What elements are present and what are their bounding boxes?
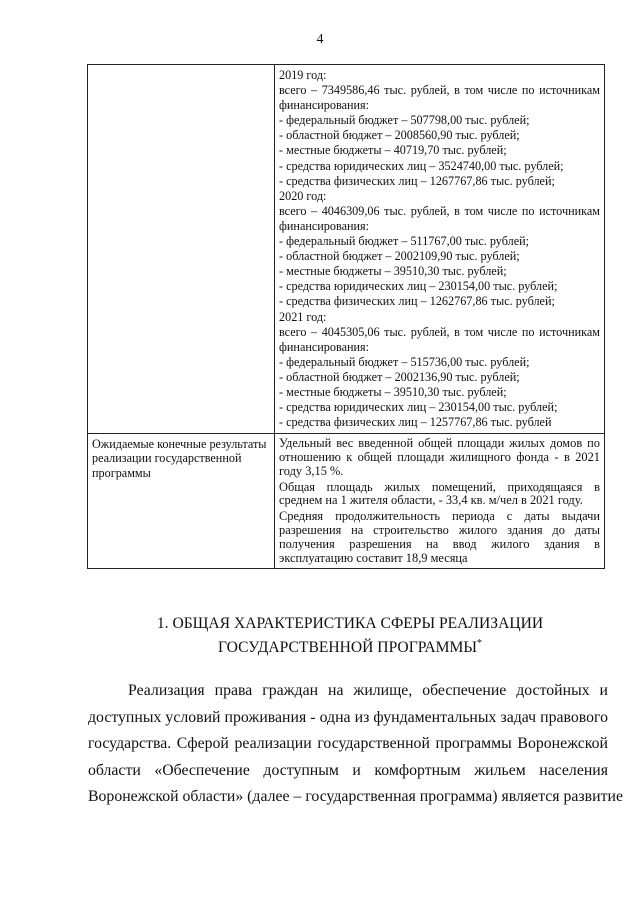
financing-line: 2021 год: [279,309,327,324]
financing-line: финансирования: [279,218,370,233]
financing-line: - местные бюджеты – 39510,30 тыс. рублей; [279,384,507,399]
program-passport-table [87,64,605,569]
financing-line: всего – 7349586,46 тыс. рублей, в том числе по источникам [279,83,600,98]
body-line: государства. Сферой реализации государственной программы Воронежской [88,735,608,752]
body-line: доступных условий проживания - одна из фундаментальных задач правового [88,708,608,726]
financing-line: - областной бюджет – 2002136,90 тыс. рублей; [279,369,520,384]
financing-line: - средства юридических лиц – 230154,00 тыс. рублей; [279,400,558,415]
financing-line: - федеральный бюджет – 507798,00 тыс. рублей; [279,113,530,128]
financing-line: финансирования: [279,98,370,113]
expected-result-paragraph: Общая площадь жилых помещений, приходящаяся в среднем на 1 жителя области, - 33,4 кв. м/чел в 2021 году. [279,479,600,508]
financing-line: - средства юридических лиц – 3524740,00 тыс. рублей; [279,158,564,173]
expected-result-paragraph: Средняя продолжительность периода с даты выдачи разрешения на строительство жилого здания до даты получения разрешения на ввод жилого здания в эксплуатацию составит 18,9 месяца [279,509,600,565]
financing-line: - областной бюджет – 2008560,90 тыс. рублей; [279,128,520,143]
financing-line: - средства физических лиц – 1267767,86 тыс. рублей; [279,173,555,188]
financing-line: 2020 год: [279,188,327,203]
financing-line: финансирования: [279,339,370,354]
row-label-cell [88,65,275,434]
section-heading-line-1: 1. ОБЩАЯ ХАРАКТЕРИСТИКА СФЕРЫ РЕАЛИЗАЦИИ [156,615,544,632]
financing-line: - областной бюджет – 2002109,90 тыс. рублей; [279,249,520,264]
table-row [88,434,605,569]
footnote-mark: * [476,638,482,649]
financing-line: всего – 4045305,06 тыс. рублей, в том числе по источникам [279,324,600,339]
section-heading [60,614,640,658]
body-line: Воронежской области» (далее – государственная программа) является развитие [88,788,623,805]
expected-result-paragraph: Удельный вес введенной общей площади жилых домов по отношению к общей площади жилищного фонда - в 2021 году 3,15 %. [279,436,600,478]
financing-line: - местные бюджеты – 39510,30 тыс. рублей; [279,264,507,279]
financing-line: - федеральный бюджет – 511767,00 тыс. рублей; [279,234,530,249]
body-line: области «Обеспечение доступным и комфортным жильем населения [88,761,608,779]
financing-line: - средства физических лиц – 1257767,86 тыс. рублей [279,415,552,430]
financing-line: - средства юридических лиц – 230154,00 тыс. рублей; [279,279,558,294]
financing-line: всего – 4046309,06 тыс. рублей, в том числе по источникам [279,203,600,218]
financing-line: - федеральный бюджет – 515736,00 тыс. рублей; [279,354,530,369]
section-body-paragraph [88,678,623,811]
financing-line: - средства физических лиц – 1262767,86 тыс. рублей; [279,294,555,309]
financing-line: 2019 год: [279,68,327,82]
section-heading-line-2 [60,634,640,658]
financing-cell [275,65,605,434]
table-row [88,65,605,434]
expected-results-label: Ожидаемые конечные результаты реализации государственной программы [88,434,275,569]
body-line: Реализация права граждан на жилище, обеспечение достойных и [128,682,608,699]
financing-line: - местные бюджеты – 40719,70 тыс. рублей; [279,143,507,158]
expected-results-cell [275,434,605,569]
section-heading-line-2-text: ГОСУДАРСТВЕННОЙ ПРОГРАММЫ [218,639,477,657]
page-number: 4 [316,32,324,47]
